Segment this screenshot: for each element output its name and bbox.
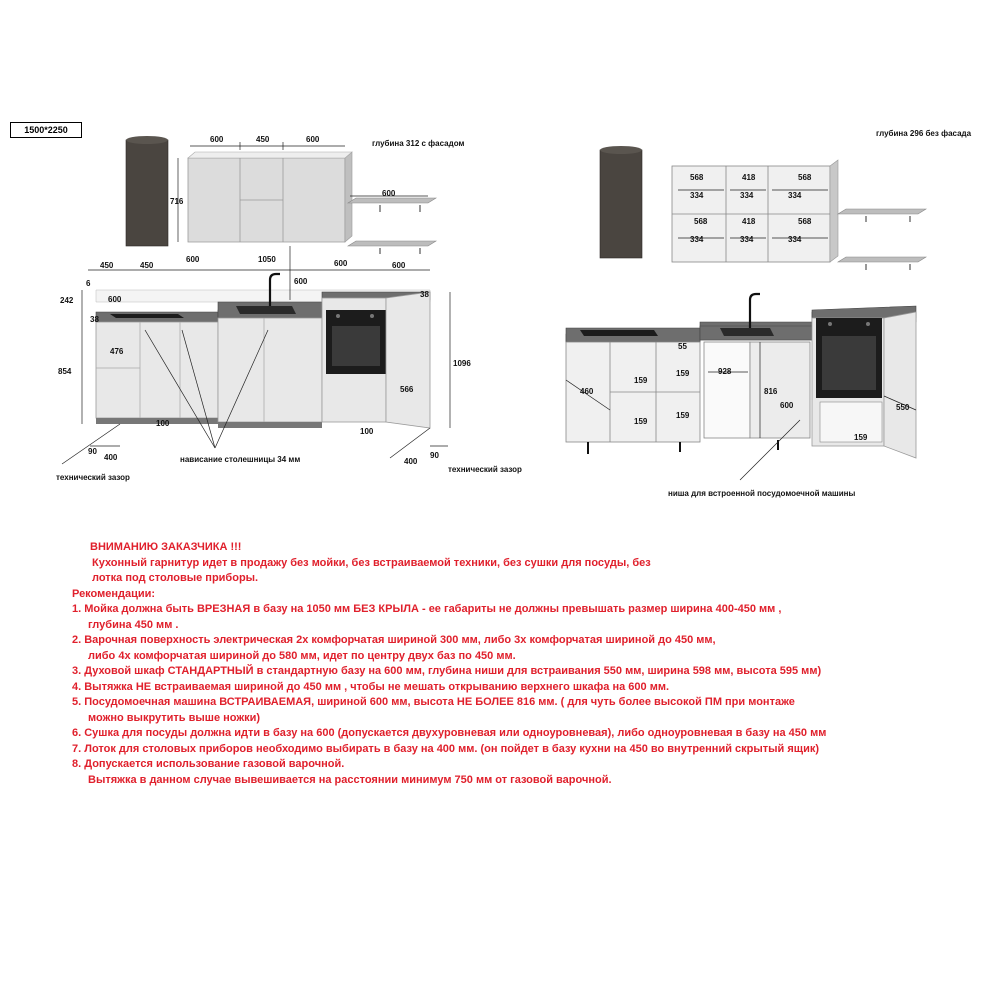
rec-6: 6. Сушка для посуды должна идти в базу на 600 (допускается двухуровневая или одноуровневая), либо одноуровневая в базу на 450 мм — [72, 727, 827, 739]
cell-dim-334-d: 334 — [690, 235, 704, 244]
notice-intro-1: Кухонный гарнитур идет в продажу без мойки, без встраиваемой техники, без сушки для посуды, без — [92, 556, 651, 569]
cell-dim-334-e: 334 — [740, 235, 754, 244]
notice-intro-2: лотка под столовые приборы. — [92, 572, 259, 584]
recommendations-title: Рекомендации: — [72, 587, 156, 600]
base-dim-600-b: 600 — [334, 259, 348, 268]
rec-5-cont: можно выкрутить выше ножки) — [88, 711, 261, 724]
rec-1: 1. Мойка должна быть ВРЕЗНАЯ в базу на 1050 мм БЕЗ КРЫЛА - ее габариты не должны превышать размер ширина 400-450 мм , — [72, 603, 782, 615]
dim-928: 928 — [718, 367, 732, 376]
shelf-width-dim: 600 — [382, 189, 396, 198]
dim-566: 566 — [400, 385, 414, 394]
niche-label: ниша для встроенной посудомоечной машины — [668, 489, 856, 498]
dim-600-mid: 600 — [294, 277, 308, 286]
dim-550: 550 — [896, 403, 910, 412]
left-depth-label: глубина 312 с фасадом — [372, 139, 465, 148]
dim-400-right: 400 — [404, 457, 418, 466]
base-dim-600-a: 600 — [186, 255, 200, 264]
dim-38-left: 38 — [90, 315, 99, 324]
cell-dim-418-a: 418 — [742, 173, 756, 182]
cell-dim-568-b: 568 — [798, 173, 812, 182]
upper-height-dim: 716 — [170, 197, 184, 206]
cell-dim-334-c: 334 — [788, 191, 802, 200]
dim-90-left: 90 — [88, 447, 97, 456]
cell-dim-334-a: 334 — [690, 191, 704, 200]
cooktop-icon-right — [580, 330, 658, 336]
size-label: 1500*2250 — [10, 122, 82, 138]
dim-90-right: 90 — [430, 451, 439, 460]
tech-gap-left: технический зазор — [56, 473, 130, 482]
cell-dim-568-d: 568 — [798, 217, 812, 226]
dim-854: 854 — [58, 367, 72, 376]
dim-159-e: 159 — [854, 433, 868, 442]
dim-100-right: 100 — [360, 427, 374, 436]
base-dim-600-c: 600 — [392, 261, 406, 270]
dim-460: 460 — [580, 387, 594, 396]
rec-2-cont: либо 4х комфорчатая шириной до 580 мм, идет по центру двух баз по 450 мм. — [88, 649, 516, 662]
rec-8: 8. Допускается использование газовой варочной. — [72, 758, 345, 770]
cell-dim-334-b: 334 — [740, 191, 754, 200]
cell-dim-568-a: 568 — [690, 173, 704, 182]
dim-159-b: 159 — [676, 369, 690, 378]
rec-2: 2. Варочная поверхность электрическая 2х комфорчатая шириной 300 мм, либо 3х комфорчатая шириной до 450 мм, — [72, 634, 716, 646]
dim-100-left: 100 — [156, 419, 170, 428]
notice-header: ВНИМАНИЮ ЗАКАЗЧИКА !!! — [90, 541, 242, 553]
dim-38-right: 38 — [420, 290, 429, 299]
right-depth-label: глубина 296 без фасада — [876, 129, 972, 138]
customer-notice — [40, 540, 960, 788]
dim-400-left: 400 — [104, 453, 118, 462]
right-kitchen-view — [566, 129, 972, 498]
left-base-cabinets — [96, 322, 218, 418]
sink-icon-right — [720, 328, 774, 336]
dim-600-right: 600 — [780, 401, 794, 410]
base-dim-1050: 1050 — [258, 255, 276, 264]
rec-3: 3. Духовой шкаф СТАНДАРТНЫЙ в стандартную базу на 600 мм, глубина ниши для встраивания 550 мм, ширина 598 мм, высота 595 мм) — [72, 665, 822, 677]
dim-159-c: 159 — [634, 417, 648, 426]
rec-7: 7. Лоток для столовых приборов необходимо выбирать в базу на 400 мм. (он пойдет в базу кухни на 450 во внутренний скрытый ящик) — [72, 742, 820, 755]
hood-icon — [126, 140, 168, 246]
sink-icon — [236, 306, 296, 314]
base-dim-450-b: 450 — [140, 261, 154, 270]
dim-816: 816 — [764, 387, 778, 396]
tech-gap-right: технический зазор — [448, 465, 522, 474]
overhang-label: нависание столешницы 34 мм — [180, 455, 301, 464]
dishwasher-niche — [704, 342, 750, 438]
upper-dim-600-a: 600 — [210, 135, 224, 144]
dim-242: 242 — [60, 296, 74, 305]
base-dim-450-a: 450 — [100, 261, 114, 270]
upper-dim-450: 450 — [256, 135, 270, 144]
dim-159-d: 159 — [676, 411, 690, 420]
dim-6: 6 — [86, 279, 91, 288]
dim-159-a: 159 — [634, 376, 648, 385]
rec-5: 5. Посудомоечная машина ВСТРАИВАЕМАЯ, шириной 600 мм, высота НЕ БОЛЕЕ 816 мм. ( для чуть более высокой ПМ при монтаже — [72, 696, 795, 708]
right-base-cabinet — [386, 292, 430, 428]
cell-dim-568-c: 568 — [694, 217, 708, 226]
rec-8-cont: Вытяжка в данном случае вывешивается на расстоянии минимум 750 мм от газовой варочной. — [88, 773, 612, 786]
cooktop-icon — [110, 314, 184, 318]
cell-dim-334-f: 334 — [788, 235, 802, 244]
left-kitchen-view — [56, 135, 522, 482]
dim-1096: 1096 — [453, 359, 471, 368]
cell-dim-418-b: 418 — [742, 217, 756, 226]
dim-600-left: 600 — [108, 295, 122, 304]
dim-55: 55 — [678, 342, 687, 351]
upper-dim-600-b: 600 — [306, 135, 320, 144]
rec-4: 4. Вытяжка НЕ встраиваемая шириной до 450 мм , чтобы не мешать открыванию верхнего шкафа на 600 мм. — [72, 680, 670, 693]
hood-icon-right — [600, 150, 642, 258]
rec-1-cont: глубина 450 мм . — [88, 618, 179, 631]
dim-476: 476 — [110, 347, 124, 356]
